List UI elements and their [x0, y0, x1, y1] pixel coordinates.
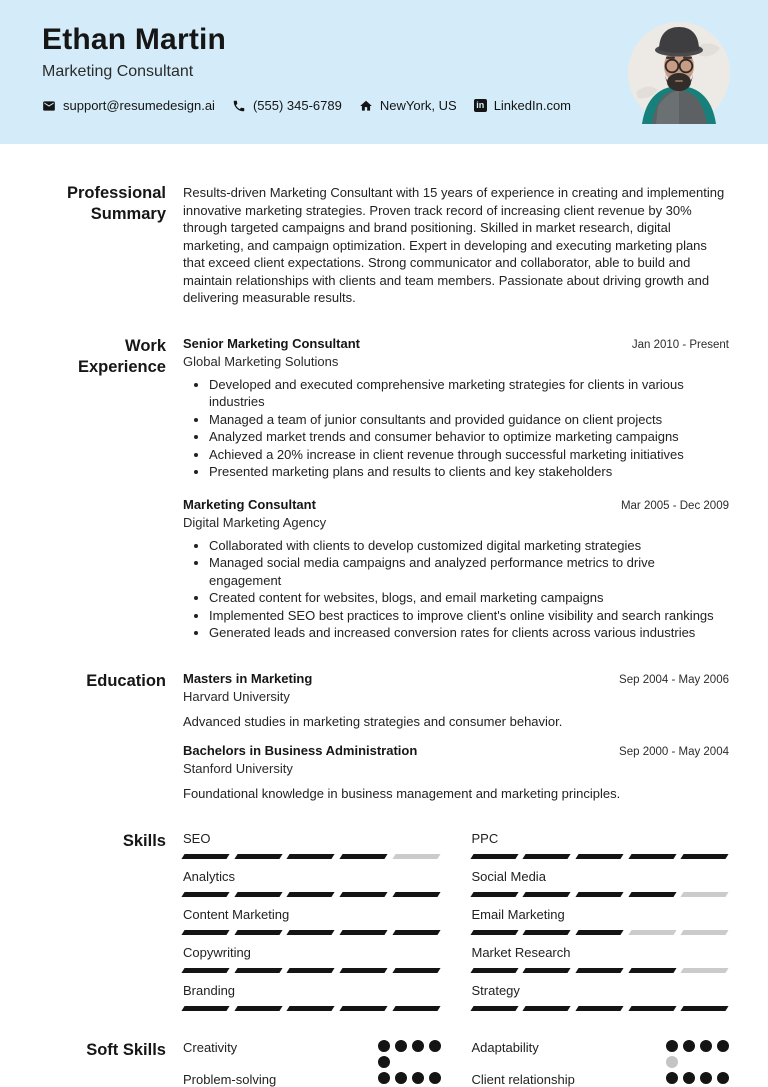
education-list — [166, 671, 729, 802]
rating-dot-filled — [717, 1040, 729, 1052]
skill-segment-filled — [340, 930, 388, 935]
skill-name: Social Media — [471, 868, 546, 884]
skill-segment-filled — [234, 1006, 282, 1011]
section-education — [0, 671, 729, 802]
skill-name: Content Marketing — [183, 906, 290, 922]
skill-segment-filled — [287, 854, 335, 859]
skill-level-bar — [183, 854, 441, 859]
skill-segment-filled — [340, 968, 388, 973]
skill-level-bar — [472, 968, 730, 973]
skill-segment-filled — [392, 968, 440, 973]
home-icon — [359, 99, 373, 113]
job-dates: Jan 2010 - Present — [631, 338, 729, 351]
skill-item — [472, 945, 730, 973]
job-bullet: • Managed a team of junior consultants and provided guidance on client projects — [209, 411, 729, 429]
education-description: Foundational knowledge in business management and marketing principles. — [183, 785, 621, 801]
school-name: Harvard University — [183, 688, 290, 704]
rating-dot-filled — [666, 1072, 678, 1084]
job-dates: Mar 2005 - Dec 2009 — [620, 499, 729, 512]
job-entry — [183, 497, 729, 642]
education-dates: Sep 2004 - May 2006 — [619, 673, 729, 686]
job-company: Digital Marketing Agency — [183, 514, 327, 530]
job-bullet: • Generated leads and increased conversion rates for clients across various industries — [209, 624, 729, 642]
skill-level-bar — [183, 968, 441, 973]
skill-segment-filled — [181, 892, 229, 897]
skill-segment-filled — [392, 930, 440, 935]
skill-segment-filled — [628, 968, 676, 973]
skill-segment-filled — [470, 854, 518, 859]
contact-location[interactable] — [359, 98, 457, 113]
job-bullets — [183, 376, 729, 481]
soft-skill-name: Client relationship — [471, 1071, 575, 1087]
skill-segment-filled — [287, 892, 335, 897]
skill-item — [472, 831, 730, 859]
skill-segment-filled — [392, 1006, 440, 1011]
skill-segment-filled — [287, 930, 335, 935]
section-label-summary: Professional Summary — [66, 184, 166, 223]
section-label-experience: Work Experience — [77, 336, 166, 376]
person-name: Ethan Martin — [42, 23, 227, 56]
skill-segment-empty — [681, 892, 729, 897]
skill-segment-filled — [340, 1006, 388, 1011]
contact-phone-text: (555) 345-6789 — [252, 98, 342, 113]
degree-title: Bachelors in Business Administration — [183, 742, 418, 758]
job-bullet: • Analyzed market trends and consumer behavior to optimize marketing campaigns — [209, 428, 729, 446]
skill-segment-filled — [523, 854, 571, 859]
rating-dot-filled — [666, 1040, 678, 1052]
school-name: Stanford University — [183, 760, 293, 776]
skill-segment-filled — [392, 892, 440, 897]
person-title: Marketing Consultant — [42, 63, 194, 80]
rating-dot-filled — [378, 1072, 390, 1084]
skill-name: Market Research — [471, 944, 571, 960]
soft-skill-name: Problem-solving — [183, 1071, 277, 1087]
soft-skill-item — [183, 1072, 441, 1087]
soft-skill-name: Adaptability — [471, 1039, 539, 1055]
contact-linkedin-text: LinkedIn.com — [493, 98, 572, 113]
section-label-education: Education — [86, 671, 166, 690]
skill-segment-filled — [523, 1006, 571, 1011]
skill-item — [183, 907, 441, 935]
skill-segment-filled — [681, 854, 729, 859]
skill-segment-empty — [681, 968, 729, 973]
soft-skill-rating — [666, 1040, 729, 1068]
skill-segment-filled — [181, 854, 229, 859]
skill-item — [472, 907, 730, 935]
resume-header — [0, 0, 768, 144]
contact-linkedin[interactable] — [474, 98, 571, 113]
job-bullets — [183, 537, 729, 642]
rating-dot-filled — [717, 1072, 729, 1084]
skill-segment-filled — [340, 854, 388, 859]
section-work-experience — [0, 336, 729, 642]
skill-level-bar — [183, 1006, 441, 1011]
skill-level-bar — [472, 1006, 730, 1011]
rating-dot-filled — [412, 1072, 424, 1084]
skill-segment-filled — [234, 968, 282, 973]
skill-segment-filled — [628, 1006, 676, 1011]
section-label-skills: Skills — [122, 831, 166, 850]
section-skills — [0, 831, 729, 1011]
skill-segment-filled — [575, 892, 623, 897]
degree-title: Masters in Marketing — [183, 670, 313, 686]
contact-email-text: support@resumedesign.ai — [63, 98, 215, 113]
rating-dot-filled — [700, 1072, 712, 1084]
soft-skill-rating — [666, 1072, 729, 1084]
skill-segment-filled — [575, 930, 623, 935]
phone-icon — [232, 99, 246, 113]
profile-photo — [628, 22, 730, 124]
skill-item — [183, 831, 441, 859]
job-bullet: • Achieved a 20% increase in client revenue through successful marketing initiatives — [209, 446, 729, 464]
education-description: Advanced studies in marketing strategies and consumer behavior. — [183, 713, 563, 729]
rating-dot-filled — [700, 1040, 712, 1052]
skill-name: SEO — [183, 830, 211, 846]
skill-segment-filled — [470, 1006, 518, 1011]
skill-segment-filled — [287, 968, 335, 973]
job-title: Senior Marketing Consultant — [183, 335, 360, 351]
rating-dot-filled — [395, 1072, 407, 1084]
rating-dot-filled — [429, 1040, 441, 1052]
skill-segment-filled — [181, 968, 229, 973]
section-professional-summary — [0, 183, 729, 307]
skill-segment-filled — [234, 930, 282, 935]
skill-segment-filled — [181, 930, 229, 935]
education-dates: Sep 2000 - May 2004 — [619, 745, 729, 758]
rating-dot-empty — [666, 1056, 678, 1068]
skill-segment-filled — [628, 854, 676, 859]
resume-body — [0, 144, 768, 1087]
skill-level-bar — [183, 892, 441, 897]
skill-segment-empty — [628, 930, 676, 935]
skill-segment-filled — [470, 930, 518, 935]
contact-location-text: NewYork, US — [379, 98, 457, 113]
skill-segment-empty — [392, 854, 440, 859]
job-bullet: • Presented marketing plans and results to clients and key stakeholders — [209, 463, 729, 481]
skill-item — [472, 983, 730, 1011]
skill-name: Branding — [183, 982, 236, 998]
rating-dot-filled — [683, 1072, 695, 1084]
soft-skill-rating — [378, 1040, 441, 1068]
skill-segment-filled — [470, 892, 518, 897]
summary-text: Results-driven Marketing Consultant with 15 years of experience in creating and implementing innovative marketing strategies. Proven track record of increasing client revenue by 30% through targeted campaigns and brand positioning. Skilled in market research, digital marketing, and campaign optimization. Expert in developing and executing marketing plans that exceed client expectations. Strong communicator and collaborator, able to build and maintain relationships with clients and team members. Passionate about driving growth and delivering measurable results. — [183, 185, 725, 305]
skill-item — [183, 983, 441, 1011]
contact-phone[interactable] — [232, 98, 342, 113]
job-bullet: • Created content for websites, blogs, and email marketing campaigns — [209, 589, 729, 607]
skill-segment-filled — [681, 1006, 729, 1011]
job-title: Marketing Consultant — [183, 496, 316, 512]
soft-skill-rating — [378, 1072, 441, 1084]
skill-level-bar — [472, 854, 730, 859]
skill-level-bar — [183, 930, 441, 935]
rating-dot-filled — [683, 1040, 695, 1052]
skill-level-bar — [472, 930, 730, 935]
skill-segment-filled — [575, 968, 623, 973]
rating-dot-filled — [378, 1056, 390, 1068]
rating-dot-filled — [429, 1072, 441, 1084]
skill-name: Email Marketing — [471, 906, 565, 922]
section-soft-skills — [0, 1040, 729, 1087]
skill-item — [183, 945, 441, 973]
skill-segment-filled — [470, 968, 518, 973]
rating-dot-filled — [378, 1040, 390, 1052]
soft-skill-item — [472, 1040, 730, 1068]
email-icon — [42, 99, 56, 113]
skill-segment-filled — [575, 854, 623, 859]
section-label-soft-skills: Soft Skills — [86, 1040, 166, 1059]
education-entry — [183, 743, 729, 802]
skill-segment-filled — [234, 854, 282, 859]
skill-segment-filled — [340, 892, 388, 897]
skill-segment-filled — [628, 892, 676, 897]
soft-skill-item — [472, 1072, 730, 1087]
soft-skill-item — [183, 1040, 441, 1068]
skill-segment-filled — [523, 968, 571, 973]
soft-skills-grid — [183, 1040, 729, 1087]
skill-item — [183, 869, 441, 897]
skill-segment-filled — [234, 892, 282, 897]
skill-segment-filled — [523, 892, 571, 897]
skills-grid — [183, 831, 729, 1011]
skill-segment-filled — [181, 1006, 229, 1011]
job-bullet: • Collaborated with clients to develop customized digital marketing strategies — [209, 537, 729, 555]
skill-segment-filled — [287, 1006, 335, 1011]
job-bullet: • Implemented SEO best practices to improve client's online visibility and search rankings — [209, 607, 729, 625]
job-company: Global Marketing Solutions — [183, 353, 339, 369]
skill-name: Analytics — [183, 868, 236, 884]
education-entry — [183, 671, 729, 730]
job-entry — [183, 336, 729, 481]
job-bullet: • Managed social media campaigns and analyzed performance metrics to drive engagement — [209, 554, 729, 589]
contact-row — [42, 98, 730, 113]
rating-dot-filled — [412, 1040, 424, 1052]
skill-item — [472, 869, 730, 897]
linkedin-icon: in — [474, 99, 487, 112]
soft-skill-name: Creativity — [183, 1039, 238, 1055]
skill-name: Copywriting — [183, 944, 251, 960]
skill-name: PPC — [471, 830, 499, 846]
rating-dot-filled — [395, 1040, 407, 1052]
skill-name: Strategy — [471, 982, 520, 998]
contact-email[interactable] — [42, 98, 215, 113]
job-bullet: • Developed and executed comprehensive marketing strategies for clients in various industries — [209, 376, 729, 411]
skill-level-bar — [472, 892, 730, 897]
skill-segment-filled — [575, 1006, 623, 1011]
skill-segment-empty — [681, 930, 729, 935]
jobs-list — [166, 336, 729, 642]
skill-segment-filled — [523, 930, 571, 935]
